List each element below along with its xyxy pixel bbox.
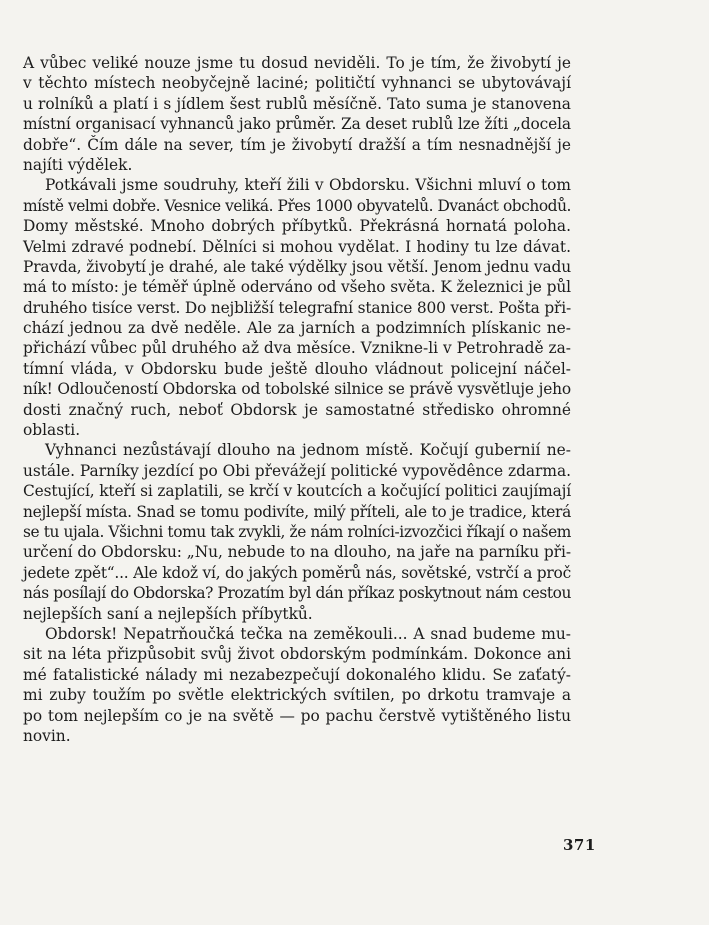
text-line: má to místo: je téměř úplně oderváno od všeho světa. K železnici je půl: [23, 278, 571, 297]
text-line: nejlepší místa. Snad se tomu podivíte, milý příteli, ale to je tradice, která: [23, 502, 571, 521]
text-line: Obdorsk! Nepatrňoučká tečka na zeměkouli... A snad budeme mu-: [45, 624, 571, 643]
text-line: Domy městské. Mnoho dobrých příbytků. Překrásná hornatá poloha.: [23, 217, 571, 236]
text-line: najíti výdělek.: [23, 155, 133, 174]
text-line: určení do Obdorsku: „Nu, nebude to na dlouho, na jaře na parníku při-: [23, 543, 571, 562]
text-line: sit na léta přizpůsobit svůj život obdorským podmínkám. Dokonce ani: [23, 645, 571, 664]
text-line: nejlepších saní a nejlepších příbytků.: [23, 604, 313, 623]
text-line: Potkávali jsme soudruhy, kteří žili v Obdorsku. Všichni mluví o tom: [45, 176, 571, 195]
text-line: dobře“. Čím dále na sever, tím je živobytí dražší a tím nesnadnější je: [23, 135, 571, 154]
text-line: chází jednou za dvě neděle. Ale za jarních a podzimních plískanic ne-: [23, 319, 571, 338]
text-line: mé fatalistické nálady mi nezabezpečují dokonalého klidu. Se zaťatý-: [23, 665, 571, 684]
text-line: novin.: [23, 726, 71, 745]
text-line: u rolníků a platí i s jídlem šest rublů měsíčně. Tato suma je stanovena: [23, 94, 571, 113]
text-line: oblasti.: [23, 421, 81, 440]
text-line: ustále. Parníky jezdící po Obi převážejí politické vypovědênce zdarma.: [23, 461, 571, 480]
text-line: jedete zpět“... Ale kdož ví, do jakých poměrů nás, sovětské, vstrčí a proč: [23, 563, 571, 582]
text-line: Vyhnanci nezůstávají dlouho na jednom místě. Kočují gubernií ne-: [45, 441, 571, 460]
text-line: místě velmi dobře. Vesnice veliká. Přes 1000 obyvatelů. Dvanáct obchodů.: [23, 196, 571, 215]
page-number: 371: [563, 836, 596, 854]
text-line: přichází vůbec půl druhého až dva měsíce. Vznikne-li v Petrohradě za-: [23, 339, 571, 358]
text-line: Pravda, živobytí je drahé, ale také výdělky jsou větší. Jenom jednu vadu: [23, 257, 571, 276]
text-line: A vůbec veliké nouze jsme tu dosud neviděli. To je tím, že živobytí je: [23, 54, 571, 72]
text-line: mi zuby toužím po světle elektrických svítilen, po drkotu tramvaje a: [23, 686, 571, 705]
text-line: v těchto místech neobyčejně laciné; političtí vyhnanci se ubytovávají: [23, 74, 571, 93]
text-line: druhého tisíce verst. Do nejbližší telegrafní stanice 800 verst. Pošta při-: [23, 298, 571, 317]
text-line: tímní vláda, v Obdorsku bude ještě dlouho vládnout policejní náčel-: [23, 359, 571, 378]
text-line: dosti značný ruch, neboť Obdorsk je samostatné středisko ohromné: [23, 400, 571, 419]
text-line: Velmi zdravé podnebí. Dělníci si mohou vydělat. I hodiny tu lze dávat.: [23, 237, 571, 256]
text-line: po tom nejlepším co je na světě — po pachu čerstvě vytištěného listu: [23, 706, 571, 725]
text-line: místní organisací vyhnanců jako průměr. Za deset rublů lze žíti „docela: [23, 115, 571, 134]
text-line: ník! Odloučeností Obdorska od tobolské silnice se právě vysvětluje jeho: [23, 380, 571, 399]
text-line: Cestující, kteří si zaplatili, se krčí v koutcích a kočující politici zaujímají: [23, 482, 571, 501]
text-line: se tu ujala. Všichni tomu tak zvykli, že nám rolníci-izvozčici říkají o našem: [23, 522, 571, 541]
body-text: [23, 53, 571, 746]
text-line: nás posílají do Obdorska? Prozatím byl dán příkaz poskytnout nám cestou: [23, 584, 571, 603]
